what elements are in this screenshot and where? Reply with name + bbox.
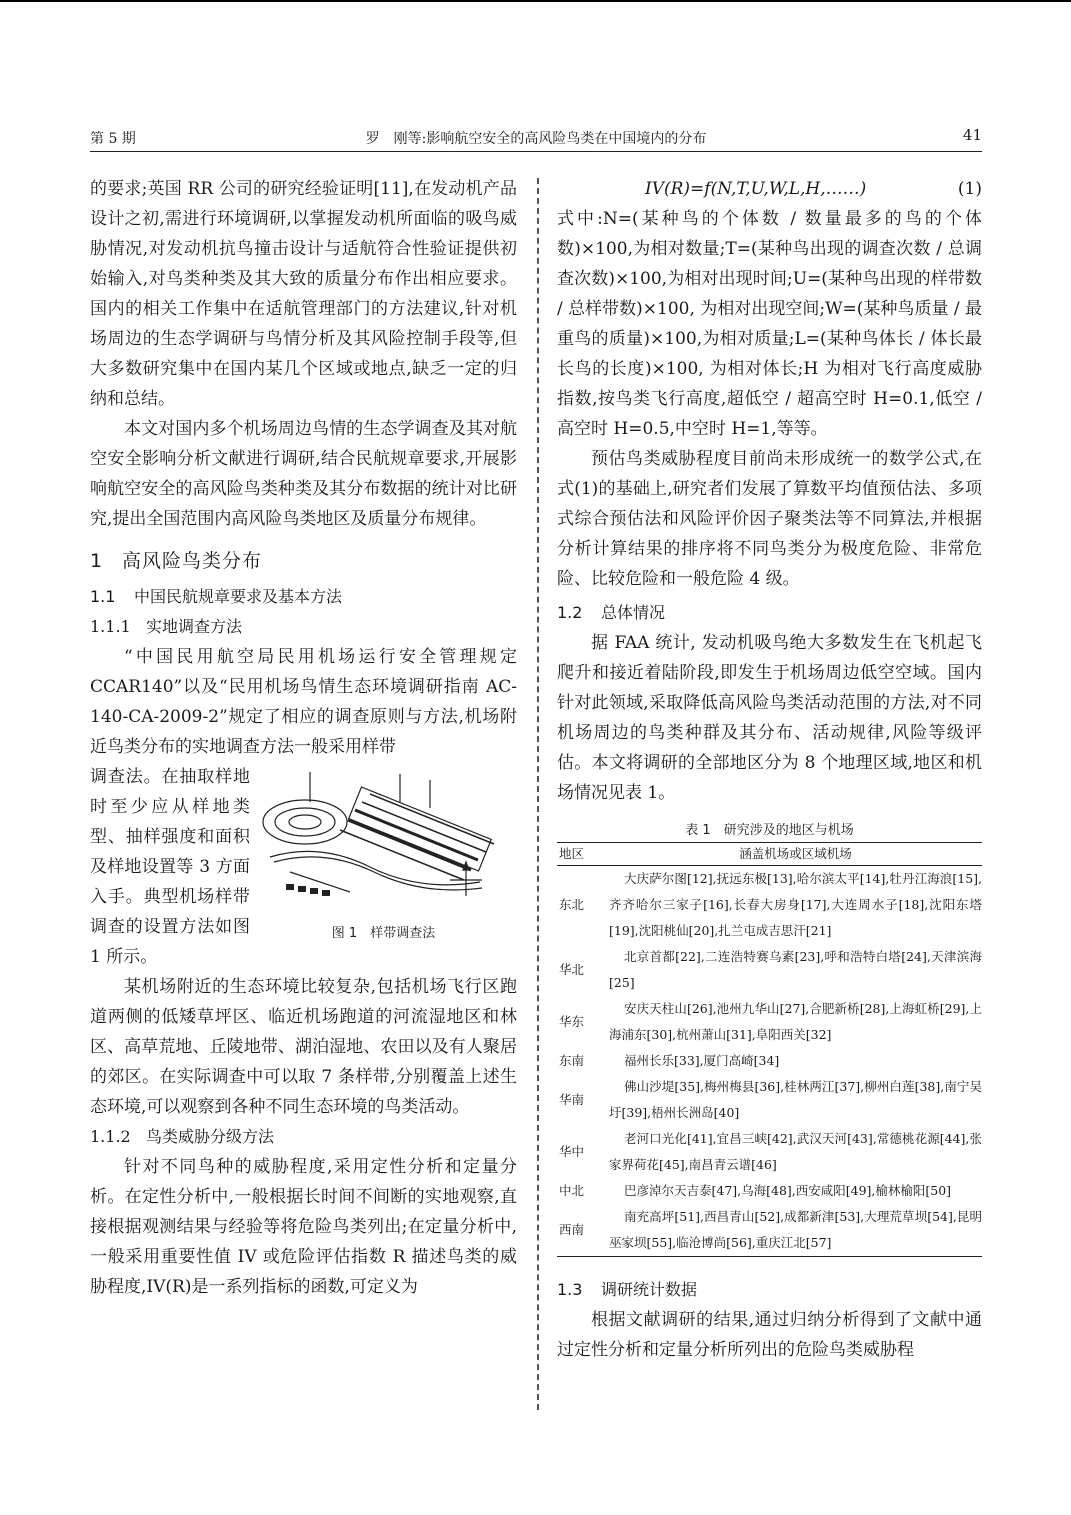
airports-text: 福州长乐[33],厦门高崎[34]	[624, 1053, 780, 1068]
airports-text: 老河口光化[41],宜昌三峡[42],武汉天河[43],常德桃花源[44],张家界荷花[45],南昌青云谱[46]	[609, 1131, 982, 1172]
paragraph: 根据文献调研的结果,通过归纳分析得到了文献中通过定性分析和定量分析所列出的危险鸟类威胁程	[557, 1310, 982, 1360]
running-title: 罗 刚等:影响航空安全的高风险鸟类在中国境内的分布	[365, 131, 707, 147]
equation-number: (1)	[957, 179, 982, 199]
subsubsection-heading	[90, 1122, 517, 1152]
transect-diagram	[250, 762, 517, 922]
header-rule	[90, 151, 982, 152]
transect-line	[340, 830, 464, 880]
river-line	[270, 851, 480, 884]
airports-text: 北京首都[22],二连浩特赛乌素[23],呼和浩特白塔[24],天津滨海[25]	[609, 949, 982, 990]
region-cell: 东南	[559, 1053, 585, 1068]
figure-title: 样带调查法	[370, 926, 436, 941]
airports-text: 巴彦淖尔天吉泰[47],乌海[48],西安咸阳[49],榆林榆阳[50]	[624, 1183, 952, 1198]
section-heading	[90, 546, 517, 576]
contour-line	[275, 808, 335, 836]
figure-1	[250, 762, 517, 972]
region-cell: 西南	[557, 1204, 609, 1257]
airports-cell	[609, 1126, 982, 1178]
section-number: 1	[90, 550, 104, 572]
column-header: 涵盖机场或区域机场	[609, 843, 982, 866]
table-caption	[557, 820, 982, 842]
region-cell: 华北	[559, 962, 585, 977]
compass-icon	[450, 862, 482, 896]
table-row	[557, 996, 982, 1048]
table-row	[557, 1048, 982, 1074]
column-header: 地区	[557, 843, 609, 866]
equation-1	[557, 174, 982, 204]
running-header	[90, 124, 982, 152]
region-cell: 东北	[559, 897, 585, 912]
section-title: 中国民航规章要求及基本方法	[134, 587, 343, 606]
figure-block	[90, 762, 517, 972]
building-icon	[286, 884, 294, 890]
paragraph: 据 FAA 统计, 发动机吸鸟绝大多数发生在飞机起飞爬升和接近着陆阶段,即发生于机场周边低空空域。国内针对此领域,采取降低高风险鸟类活动范围的方法,对不同机场周边的鸟类种群及其分布、活动规律,风险等级评估。本文将调研的全部地区分为 8 个地理区域,地区和机场情况见表 1。	[557, 633, 982, 803]
paragraph: “中国民用航空局民用机场运行安全管理规定 CCAR140”以及“民用机场鸟情生态环境调研指南 AC-140-CA-2009-2”规定了相应的调查原则与方法,机场附近鸟类分布的实地调查方法一般采用样带	[90, 647, 517, 757]
table-row	[557, 1074, 982, 1126]
airports-cell	[609, 996, 982, 1048]
paragraph: 预估鸟类威胁程度目前尚未形成统一的数学公式,在式(1)的基础上,研究者们发展了算数平均值预估法、多项式综合预估法和风险评价因子聚类法等不同算法,并根据分析计算结果的排序将不同鸟类分为极度危险、非常危险、比较危险和一般危险 4 级。	[557, 449, 982, 589]
paragraph: 针对不同鸟种的威胁程度,采用定性分析和定量分析。在定性分析中,一般根据长时间不间断的实地观察,直接根据观测结果与经验等将危险鸟类列出;在定量分析中,一般采用重要性值 IV 或危险评估指数 R 描述鸟类的威胁程度,IV(R)是一系列指标的函数,可定义为	[90, 1157, 517, 1297]
table-row	[557, 866, 982, 945]
airports-cell	[609, 1048, 982, 1074]
figure-number: 图 1	[331, 926, 358, 941]
airports-cell	[609, 1204, 982, 1257]
table-row	[557, 944, 982, 996]
figure-caption	[250, 924, 517, 944]
section-title: 总体情况	[601, 603, 666, 622]
wrapped-text: 调查法。在抽取样地时至少应从样地类型、抽样强度和面积及样地设置等 3 方面入手。典型机场样带调查的设置方法如图 1 所示。	[90, 767, 250, 967]
section-title: 调研统计数据	[601, 1280, 698, 1299]
column-divider	[537, 178, 539, 1410]
section-title: 鸟类威胁分级方法	[146, 1127, 275, 1146]
region-cell: 华南	[559, 1092, 585, 1107]
table-row	[557, 1126, 982, 1178]
section-number: 1.1	[90, 587, 116, 606]
paragraph: 的要求;英国 RR 公司的研究经验证明[11],在发动机产品设计之初,需进行环境调研,以掌握发动机所面临的吸鸟威胁情况,对发动机抗鸟撞击设计与适航符合性验证提供初始输入,对鸟类种类及其大致的质量分布作出相应要求。国内的相关工作集中在适航管理部门的方法建议,针对机场周边的生态学调研与鸟情分析及其风险控制手段等,但大多数研究集中在国内某几个区域或地点,缺乏一定的归纳和总结。	[90, 179, 517, 409]
region-airport-table	[557, 842, 982, 1257]
left-column	[90, 174, 517, 1302]
building-icon	[298, 886, 306, 892]
table-number: 表 1	[685, 823, 711, 838]
section-number: 1.3	[557, 1280, 583, 1299]
section-title: 高风险鸟类分布	[122, 550, 263, 572]
section-number: 1.1.2	[90, 1127, 131, 1146]
building-icon	[322, 890, 330, 896]
right-column	[557, 174, 982, 1365]
table-row	[557, 1178, 982, 1204]
subsection-heading	[557, 1275, 982, 1305]
subsection-heading	[557, 598, 982, 628]
airports-cell	[609, 944, 982, 996]
building-icon	[310, 888, 318, 894]
equation-body: IV(R)=f(N,T,U,W,L,H,……)	[645, 179, 867, 199]
transect-line	[362, 802, 486, 852]
paragraph: 某机场附近的生态环境比较复杂,包括机场飞行区跑道两侧的低矮草坪区、临近机场跑道的河流湿地区和林区、高草荒地、丘陵地带、湖泊湿地、农田以及有人聚居的郊区。在实际调查中可以取 7 条样带,分别覆盖上述生态环境,可以观察到各种不同生态环境的鸟类活动。	[90, 977, 517, 1117]
table-title: 研究涉及的地区与机场	[723, 823, 854, 838]
subsection-heading	[90, 582, 517, 612]
table-row	[557, 1204, 982, 1257]
top-rule	[0, 0, 1071, 2]
paragraph: 本文对国内多个机场周边鸟情的生态学调查及其对航空安全影响分析文献进行调研,结合民航规章要求,开展影响航空安全的高风险鸟类种类及其分布数据的统计对比研究,提出全国范围内高风险鸟类地区及质量分布规律。	[90, 419, 517, 529]
paragraph: 式中:N=(某种鸟的个体数 / 数量最多的鸟的个体数)×100,为相对数量;T=(某种鸟出现的调查次数 / 总调查次数)×100,为相对出现时间;U=(某种鸟出现的样带数 / 总样带数)×100, 为相对出现空间;W=(某种鸟质量 / 最重鸟的质量)×100,为相对质量;L=(某种鸟体长 / 体长最长鸟的长度)×100, 为相对体长;H 为相对飞行高度威胁指数,按鸟类飞行高度,超低空 / 超高空时 H=0.1,低空 / 高空时 H=0.5,中空时 H=1,等等。	[557, 209, 982, 439]
airports-text: 南充高坪[51],西昌青山[52],成都新津[53],大理荒草坝[54],昆明巫家坝[55],临沧博尚[56],重庆江北[57]	[609, 1209, 982, 1250]
runway	[355, 810, 478, 860]
paragraph	[90, 762, 250, 972]
airports-text: 大庆萨尔图[12],抚远东极[13],哈尔滨太平[14],牡丹江海浪[15],齐齐哈尔三家子[16],长春大房身[17],大连周水子[18],沈阳东塔[19],沈阳桃仙[20],扎兰屯成吉思汗[21]	[609, 871, 982, 938]
contour-line	[289, 815, 321, 829]
airports-cell	[609, 1178, 982, 1204]
subsubsection-heading	[90, 612, 517, 642]
airports-cell	[609, 866, 982, 945]
region-cell: 华东	[559, 1014, 585, 1029]
section-title: 实地调查方法	[146, 617, 243, 636]
region-cell: 中北	[559, 1183, 585, 1198]
airports-cell	[609, 1074, 982, 1126]
section-number: 1.1.1	[90, 617, 131, 636]
region-cell: 华中	[559, 1144, 585, 1159]
section-number: 1.2	[557, 603, 583, 622]
page-number: 41	[962, 126, 982, 144]
airports-text: 安庆天柱山[26],池州九华山[27],合肥新桥[28],上海虹桥[29],上海浦东[30],杭州萧山[31],阜阳西关[32]	[609, 1001, 982, 1042]
issue-number: 第 5 期	[90, 131, 136, 147]
airports-text: 佛山沙堤[35],梅州梅县[36],桂林两江[37],柳州白莲[38],南宁吴圩[39],梧州长洲岛[40]	[609, 1079, 982, 1120]
